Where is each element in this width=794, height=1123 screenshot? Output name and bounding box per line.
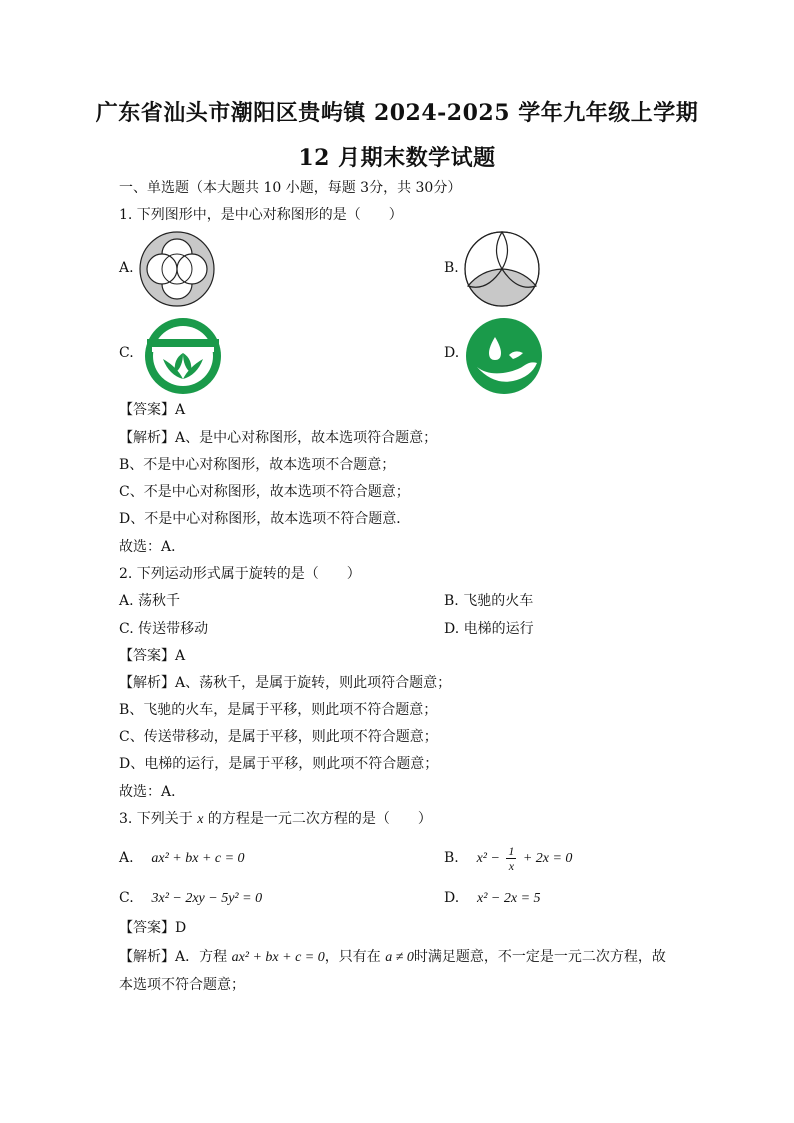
figure-c-green-leaf-logo (143, 317, 223, 395)
q2-option-c: C. 传送带移动 (119, 621, 209, 637)
q2-analysis-4: D、电梯的运行，是属于平移，则此项不符合题意； (119, 756, 439, 772)
q3-stem-variable: x (197, 812, 204, 827)
q3-analysis-1-condition: a ≠ 0 (385, 950, 414, 965)
q2-analysis-1: 【解析】A、荡秋千，是属于旋转，则此项符合题意； (119, 675, 452, 691)
q3-label-d: D. (444, 890, 460, 906)
q3-analysis-1-a: 【解析】A．方程 (119, 949, 232, 965)
q2-stem: 2. 下列运动形式属于旋转的是（ ） (119, 566, 361, 582)
q3-label-a: A. (119, 850, 134, 866)
q2-conclusion: 故选：A． (119, 784, 186, 800)
q3-option-d (444, 888, 541, 909)
q3-analysis-1 (119, 947, 666, 968)
q1-label-b: B. (444, 260, 459, 276)
q3-option-b-fraction (506, 844, 516, 873)
q3-option-d-equation: x² − 2x = 5 (477, 891, 541, 906)
q3-option-b-pre: x² − (476, 851, 500, 866)
q3-option-b (444, 840, 572, 877)
q1-conclusion: 故选：A． (119, 539, 186, 555)
q1-analysis-1: 【解析】A、是中心对称图形，故本选项符合题意； (119, 430, 438, 446)
q3-option-b-fraction-den: x (508, 858, 515, 873)
figure-a-four-petal-circle (138, 230, 216, 308)
q3-stem-part2: 的方程是一元二次方程的是（ ） (203, 811, 432, 827)
q1-analysis-3: C、不是中心对称图形，故本选项不符合题意； (119, 484, 410, 500)
q2-analysis-3: C、传送带移动，是属于平移，则此项不符合题意； (119, 729, 438, 745)
q2-answer: 【答案】A (119, 648, 186, 664)
q3-option-a-equation: ax² + bx + c = 0 (151, 851, 245, 866)
q2-option-d: D. 电梯的运行 (444, 621, 534, 637)
q3-analysis-2: 本选项不符合题意； (119, 977, 245, 993)
q3-analysis-1-b: ，只有在 (324, 949, 386, 965)
q3-analysis-1-c: 时满足题意，不一定是一元二次方程，故 (413, 949, 666, 965)
q1-answer: 【答案】A (119, 402, 186, 418)
q3-label-c: C. (119, 890, 134, 906)
q3-analysis-1-equation: ax² + bx + c = 0 (231, 950, 325, 965)
q1-analysis-4: D、不是中心对称图形，故本选项不符合题意． (119, 511, 411, 527)
q3-stem-part1: 3. 下列关于 (119, 811, 198, 827)
q3-stem (119, 809, 432, 830)
q2-analysis-2: B、飞驰的火车，是属于平移，则此项不符合题意； (119, 702, 438, 718)
q3-option-c (119, 888, 262, 909)
q3-answer: 【答案】D (119, 920, 187, 936)
q1-label-a: A. (119, 260, 134, 276)
page-title-line2: 12 月期末数学试题 (298, 145, 496, 171)
q2-option-a: A. 荡秋千 (119, 593, 181, 609)
figure-d-green-water-logo (465, 317, 543, 395)
q3-label-b: B. (444, 850, 459, 866)
q2-option-b: B. 飞驰的火车 (444, 593, 534, 609)
q1-stem: 1. 下列图形中，是中心对称图形的是（ ） (119, 207, 403, 223)
q1-label-c: C. (119, 345, 134, 361)
page-title-line1: 广东省汕头市潮阳区贵屿镇 2024-2025 学年九年级上学期 (95, 100, 699, 126)
q3-option-c-equation: 3x² − 2xy − 5y² = 0 (151, 891, 263, 906)
section-heading: 一、单选题（本大题共 10 小题，每题 3分，共 30分） (119, 180, 462, 196)
q3-option-b-fraction-num: 1 (508, 843, 515, 858)
q3-option-b-post: + 2x = 0 (522, 851, 573, 866)
q1-label-d: D. (444, 345, 460, 361)
q1-analysis-2: B、不是中心对称图形，故本选项不合题意； (119, 457, 396, 473)
q3-option-a (119, 848, 245, 869)
figure-b-three-petal-circle (463, 230, 541, 308)
